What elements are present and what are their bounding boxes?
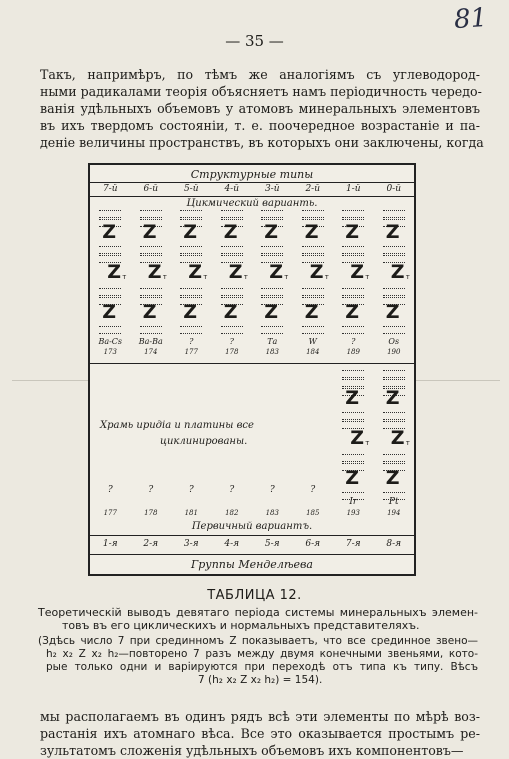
z-symbol: Z — [390, 427, 405, 449]
atomic-weight: 184 — [306, 348, 320, 356]
section-divider — [90, 363, 414, 364]
bottom-paragraph — [40, 708, 480, 759]
z-symbol: Z — [264, 301, 279, 323]
atomic-weight: 181 — [184, 509, 198, 517]
z-symbol: Z — [345, 301, 360, 323]
z-symbol: Z — [390, 261, 405, 283]
group-label: 7-я — [345, 539, 361, 549]
rule — [90, 182, 414, 183]
caption — [38, 606, 478, 632]
z-subscript: т — [284, 273, 289, 281]
caption-line: товъ въ его циклическихъ и нормальныхъ представителяхъ. — [62, 619, 420, 632]
z-symbol: Z — [304, 301, 319, 323]
element-symbol: W — [308, 337, 317, 346]
z-subscript: т — [243, 273, 248, 281]
z-symbol: Z — [223, 301, 238, 323]
structural-types-header: Структурные типы — [190, 168, 314, 181]
caption-title: ТАБЛИЦА 12. — [207, 588, 302, 603]
z-symbol: Z — [183, 221, 198, 243]
type-label: 4-й — [224, 184, 240, 194]
unknown-element: ? — [269, 485, 275, 495]
z-symbol: Z — [142, 301, 157, 323]
z-symbol: Z — [102, 301, 117, 323]
middle-note-line2: циклинированы. — [160, 436, 248, 447]
group-label: 2-я — [143, 539, 159, 549]
atomic-weight: 194 — [387, 509, 401, 517]
z-symbol: Z — [309, 261, 324, 283]
z-symbol: Z — [102, 221, 117, 243]
note-line: (Здѣсь число 7 при срединномъ Z показываетъ, что все срединное звено— — [38, 635, 478, 647]
element-symbol: Ва-Ва — [138, 337, 163, 346]
type-label: 5-й — [183, 184, 199, 194]
group-labels-row — [90, 539, 414, 549]
z-symbol: Z — [345, 467, 360, 489]
z-symbol: Z — [228, 261, 243, 283]
unknown-element: ? — [310, 485, 316, 495]
type-label: 2-й — [305, 184, 321, 194]
element-symbol: Os — [388, 337, 400, 346]
z-subscript: т — [365, 273, 370, 281]
text-line: растанія ихъ атомнаго вѣса. Все это оказывается простымъ ре- — [40, 726, 480, 741]
cyclic-variant-label: Цикмический варианть. — [186, 198, 318, 209]
z-symbol: Z — [107, 261, 122, 283]
atomic-weight: 185 — [306, 509, 320, 517]
atomic-weight: 189 — [346, 348, 360, 356]
z-subscript: т — [365, 439, 370, 447]
unknown-element: Ir — [349, 497, 358, 507]
top-paragraph — [40, 66, 484, 151]
group-label: 1-я — [102, 539, 118, 549]
text-line: деніе величины пространствъ, въ которыхъ они заключены, когда — [40, 135, 484, 150]
text-line: ными радикалами теорія объясняетъ намъ періодичность чередо- — [40, 84, 482, 99]
note-line: h₂ x₂ Z x₂ h₂—повторено 7 разъ между двумя конечными звеньями, кото- — [46, 648, 478, 660]
z-symbol: Z — [304, 221, 319, 243]
explanatory-note — [38, 635, 478, 687]
rule — [90, 196, 414, 197]
mendeleev-groups-title: Группы Менделѣева — [190, 558, 313, 571]
chain-links — [99, 325, 121, 335]
atomic-weight: 183 — [265, 509, 279, 517]
element-symbol: ? — [229, 337, 234, 346]
z-subscript: т — [324, 273, 329, 281]
text-line: зультатомъ сложенія удѣльныхъ объемовъ ихъ компонентовъ— — [40, 743, 464, 758]
z-subscript: т — [203, 273, 208, 281]
chain-links — [302, 325, 324, 335]
page-number: — 35 — — [225, 32, 284, 50]
atomic-weight: 178 — [225, 348, 239, 356]
z-symbol: Z — [183, 301, 198, 323]
table-12-diagram — [88, 163, 416, 576]
unknown-element: ? — [107, 485, 113, 495]
chain-links — [383, 325, 405, 335]
unknown-element: ? — [188, 485, 194, 495]
rule — [90, 554, 414, 555]
atomic-weight: 182 — [225, 509, 239, 517]
text-line: Такъ, напримѣръ, по тѣмъ же аналогіямъ съ углеводород- — [40, 67, 480, 82]
atomic-weight: 178 — [144, 509, 158, 517]
z-subscript: т — [405, 273, 410, 281]
z-symbol: Z — [147, 261, 162, 283]
type-label: 1-й — [345, 184, 361, 194]
chain-links — [140, 325, 162, 335]
group-label: 3-я — [183, 539, 199, 549]
group-label: 8-я — [386, 539, 402, 549]
z-symbol: Z — [188, 261, 203, 283]
type-label: 7-й — [102, 184, 118, 194]
atomic-weight: 193 — [346, 509, 360, 517]
z-symbol: Z — [385, 467, 400, 489]
unknown-element: ? — [229, 485, 235, 495]
atomic-weight: 174 — [144, 348, 158, 356]
middle-note-line1: Храмь иридіа и платины все — [100, 420, 254, 431]
z-symbol: Z — [269, 261, 284, 283]
group-label: 6-я — [305, 539, 321, 549]
element-symbol: Ва-Сs — [98, 337, 123, 346]
z-symbol: Z — [345, 387, 360, 409]
z-symbol: Z — [223, 221, 238, 243]
z-symbol: Z — [350, 427, 365, 449]
z-symbol: Z — [142, 221, 157, 243]
handwritten-page-number: 81 — [452, 2, 489, 36]
group-label: 5-я — [264, 539, 280, 549]
z-symbol: Z — [264, 221, 279, 243]
text-line: въ ихъ твердомъ состояніи, т. е. поочередное возрастаніе и па- — [40, 118, 480, 133]
type-label: 0-й — [386, 184, 402, 194]
text-line: ванія удѣльныхъ объемовъ у атомовъ минеральныхъ элементовъ — [40, 101, 480, 116]
z-subscript: т — [405, 439, 410, 447]
atomic-weight: 173 — [103, 348, 117, 356]
chain-links — [342, 325, 364, 335]
chain-links — [180, 325, 202, 335]
type-label: 6-й — [143, 184, 159, 194]
group-label: 4-я — [224, 539, 240, 549]
caption-line: Теоретическій выводъ девятаго періода системы минеральныхъ элемен- — [38, 606, 478, 619]
z-symbol: Z — [385, 387, 400, 409]
z-symbol: Z — [345, 221, 360, 243]
atomic-weight: 177 — [103, 509, 117, 517]
element-symbol: ? — [189, 337, 194, 346]
chain-links — [221, 325, 243, 335]
z-symbol: Z — [385, 301, 400, 323]
element-symbol: ? — [351, 337, 356, 346]
rule — [90, 535, 414, 536]
type-labels-row — [90, 184, 414, 194]
atomic-weight: 183 — [265, 348, 279, 356]
z-subscript: т — [162, 273, 167, 281]
z-subscript: т — [122, 273, 127, 281]
atomic-weight: 177 — [184, 348, 198, 356]
type-label: 3-й — [264, 184, 280, 194]
unknown-element: Pt — [388, 497, 399, 507]
primary-variant-label: Первичный вариантъ. — [191, 521, 313, 532]
z-symbol: Z — [350, 261, 365, 283]
z-symbol: Z — [385, 221, 400, 243]
note-line: 7 (h₂ x₂ Z x₂ h₂) = 154). — [198, 674, 323, 686]
chain-links — [261, 325, 283, 335]
element-symbol: Та — [267, 337, 278, 346]
unknown-element: ? — [148, 485, 154, 495]
atomic-weight: 190 — [387, 348, 401, 356]
note-line: рые только одни и варіируются при переходѣ отъ типа къ типу. Вѣсъ — [46, 661, 478, 673]
text-line: мы располагаемъ въ одинъ рядъ всѣ эти элементы по мѣрѣ воз- — [40, 709, 480, 724]
